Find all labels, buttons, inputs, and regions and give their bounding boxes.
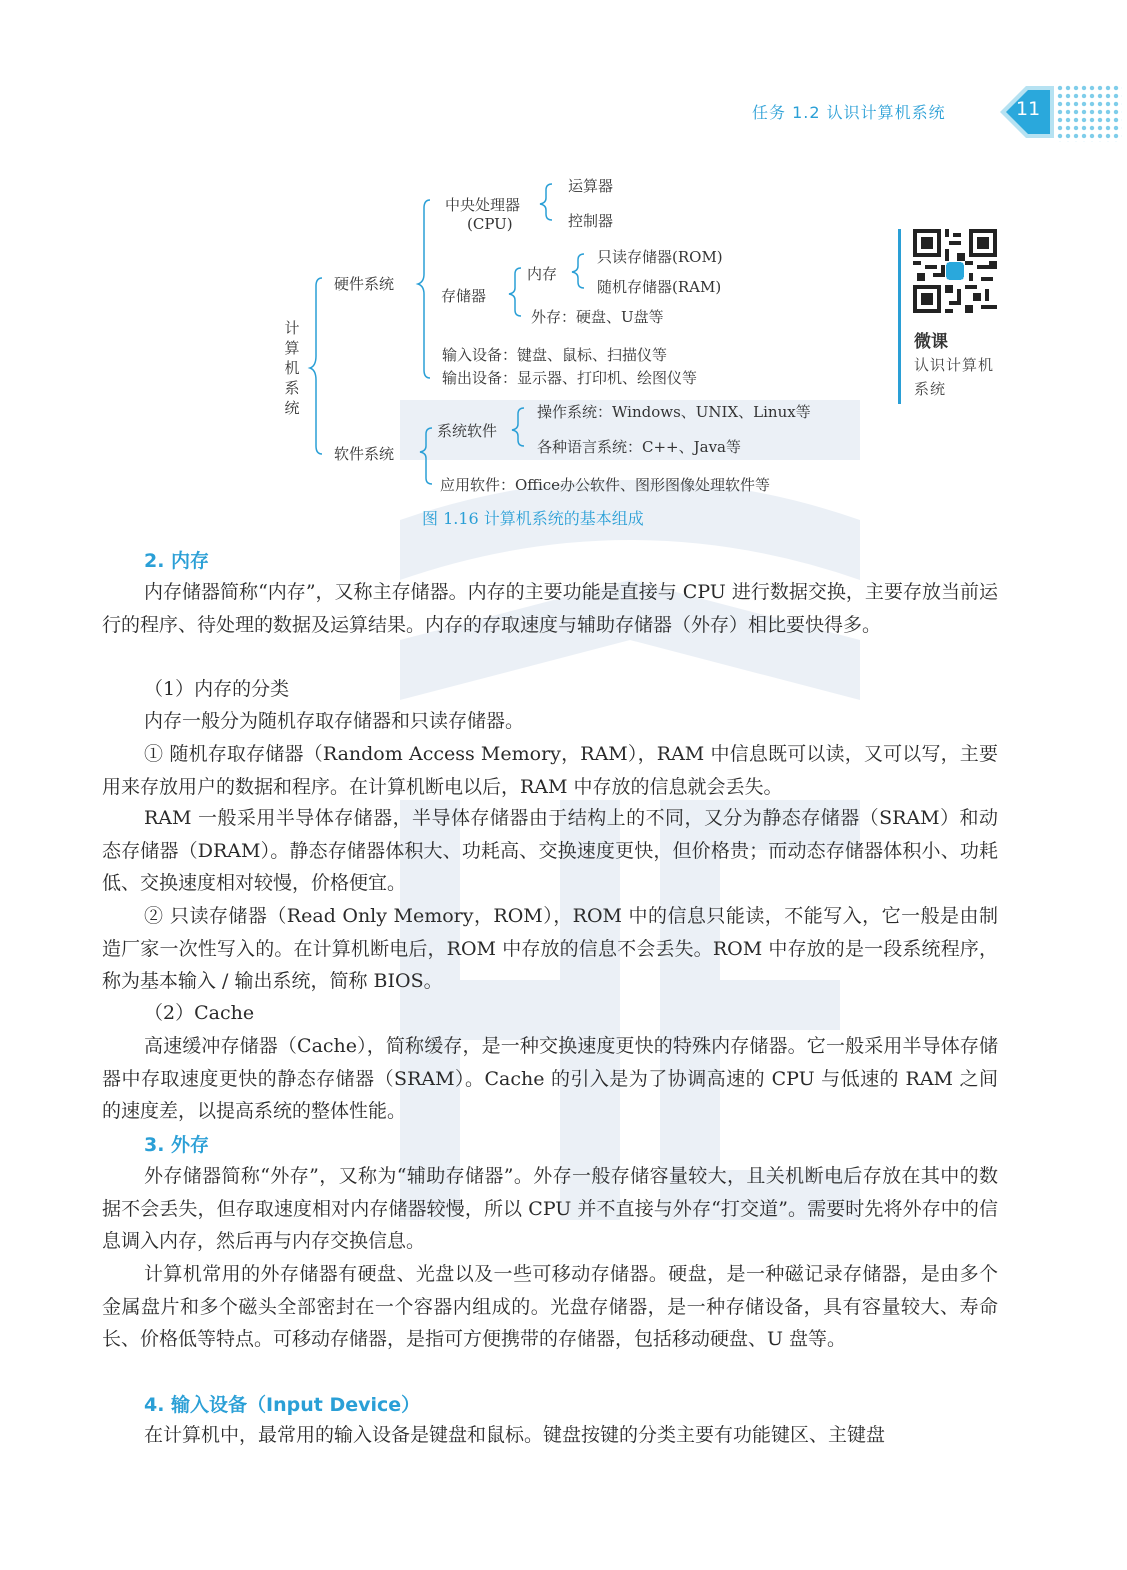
diagram-software: 软件系统 xyxy=(334,445,395,463)
paragraph-8: 高速缓冲存储器（Cache），简称缓存，是一种交换速度更快的特殊内存储器。它一般采用半导体存储器中存取速度更快的静态存储器（SRAM）。Cache 的引入是为了协调高速的 CPU 与低速的 RAM 之间的速度差，以提高系统的整体性能。 xyxy=(102,1035,998,1122)
diagram-rom: 只读存储器(ROM) xyxy=(597,248,723,266)
diagram-controller: 控制器 xyxy=(568,212,614,230)
paragraph-2: （1）内存的分类 xyxy=(144,678,290,700)
side-line2: 系统 xyxy=(914,380,947,398)
diagram-root: 计算机系统 xyxy=(284,319,300,417)
paragraph-10: 计算机常用的外存储器有硬盘、光盘以及一些可移动存储器。硬盘，是一种磁记录存储器，是由多个金属盘片和多个磁头全部密封在一个容器内组成的。光盘存储器，是一种存储设备，具有容量较大、寿命长、价格低等特点。可移动存储器，是指可方便携带的存储器，包括移动硬盘、U 盘等。 xyxy=(102,1263,998,1350)
paragraph-9: 外存储器简称“外存”，又称为“辅助存储器”。外存一般存储容量较大，且关机断电后存放在其中的数据不会丢失，但存取速度相对内存储器较慢，所以 CPU 并不直接与外存“打交道”。需要时先将外存中的信息调入内存，然后再与内存交换信息。 xyxy=(102,1165,998,1252)
page-number: 11 xyxy=(1016,98,1041,120)
side-title: 微课 xyxy=(914,332,948,352)
heading-external: 3. 外存 xyxy=(144,1134,210,1156)
paragraph-1: 内存储器简称“内存”，又称主存储器。内存的主要功能是直接与 CPU 进行数据交换，主要存放当前运行的程序、待处理的数据及运算结果。内存的存取速度与辅助存储器（外存）相比要快得多。 xyxy=(102,581,998,636)
diagram-os: 操作系统：Windows、UNIX、Linux等 xyxy=(537,403,811,421)
heading-input-device: 4. 输入设备（Input Device） xyxy=(144,1394,421,1416)
heading-memory: 2. 内存 xyxy=(144,550,210,572)
paragraph-3: 内存一般分为随机存取存储器和只读存储器。 xyxy=(144,710,525,732)
running-header: 任务 1.2 认识计算机系统 xyxy=(752,103,946,122)
diagram-system-software: 系统软件 xyxy=(437,422,498,440)
side-line1: 认识计算机 xyxy=(914,356,995,374)
diagram-app-software: 应用软件：Office办公软件、图形图像处理软件等 xyxy=(440,476,771,494)
paragraph-11: 在计算机中，最常用的输入设备是键盘和鼠标。键盘按键的分类主要有功能键区、主键盘 xyxy=(144,1424,886,1446)
paragraph-6: ② 只读存储器（Read Only Memory，ROM），ROM 中的信息只能读，不能写入，它一般是由制造厂家一次性写入的。在计算机断电后，ROM 中存放的信息不会丢失。ROM 中存放的是一段系统程序，称为基本输入 / 输出系统，简称 BIOS。 xyxy=(102,905,998,992)
qr-code-icon[interactable] xyxy=(913,229,997,313)
paragraph-7: （2）Cache xyxy=(144,1002,255,1024)
diagram-alu: 运算器 xyxy=(568,177,614,195)
diagram-lang: 各种语言系统：C++、Java等 xyxy=(537,438,741,456)
paragraph-4: ① 随机存取存储器（Random Access Memory，RAM），RAM 中信息既可以读，又可以写，主要用来存放用户的数据和程序。在计算机断电以后，RAM 中存放的信息就会丢失。 xyxy=(102,743,998,798)
diagram-external: 外存：硬盘、U盘等 xyxy=(531,308,664,326)
diagram-hardware: 硬件系统 xyxy=(334,275,395,293)
paragraph-5: RAM 一般采用半导体存储器，半导体存储器由于结构上的不同，又分为静态存储器（SRAM）和动态存储器（DRAM）。静态存储器体积大、功耗高、交换速度更快，但价格贵；而动态存储器体积小、功耗低、交换速度相对较慢，价格便宜。 xyxy=(102,807,998,894)
side-accent-bar xyxy=(898,229,901,404)
diagram-input: 输入设备：键盘、鼠标、扫描仪等 xyxy=(442,346,668,364)
diagram-memory: 内存 xyxy=(527,265,558,283)
figure-caption: 图 1.16 计算机系统的基本组成 xyxy=(422,509,644,528)
diagram-cpu: 中央处理器 xyxy=(445,196,521,214)
diagram-cpu-abbr: (CPU) xyxy=(467,215,513,233)
diagram-storage: 存储器 xyxy=(441,287,487,305)
diagram-output: 输出设备：显示器、打印机、绘图仪等 xyxy=(442,369,698,387)
diagram-ram: 随机存储器(RAM) xyxy=(597,278,722,296)
